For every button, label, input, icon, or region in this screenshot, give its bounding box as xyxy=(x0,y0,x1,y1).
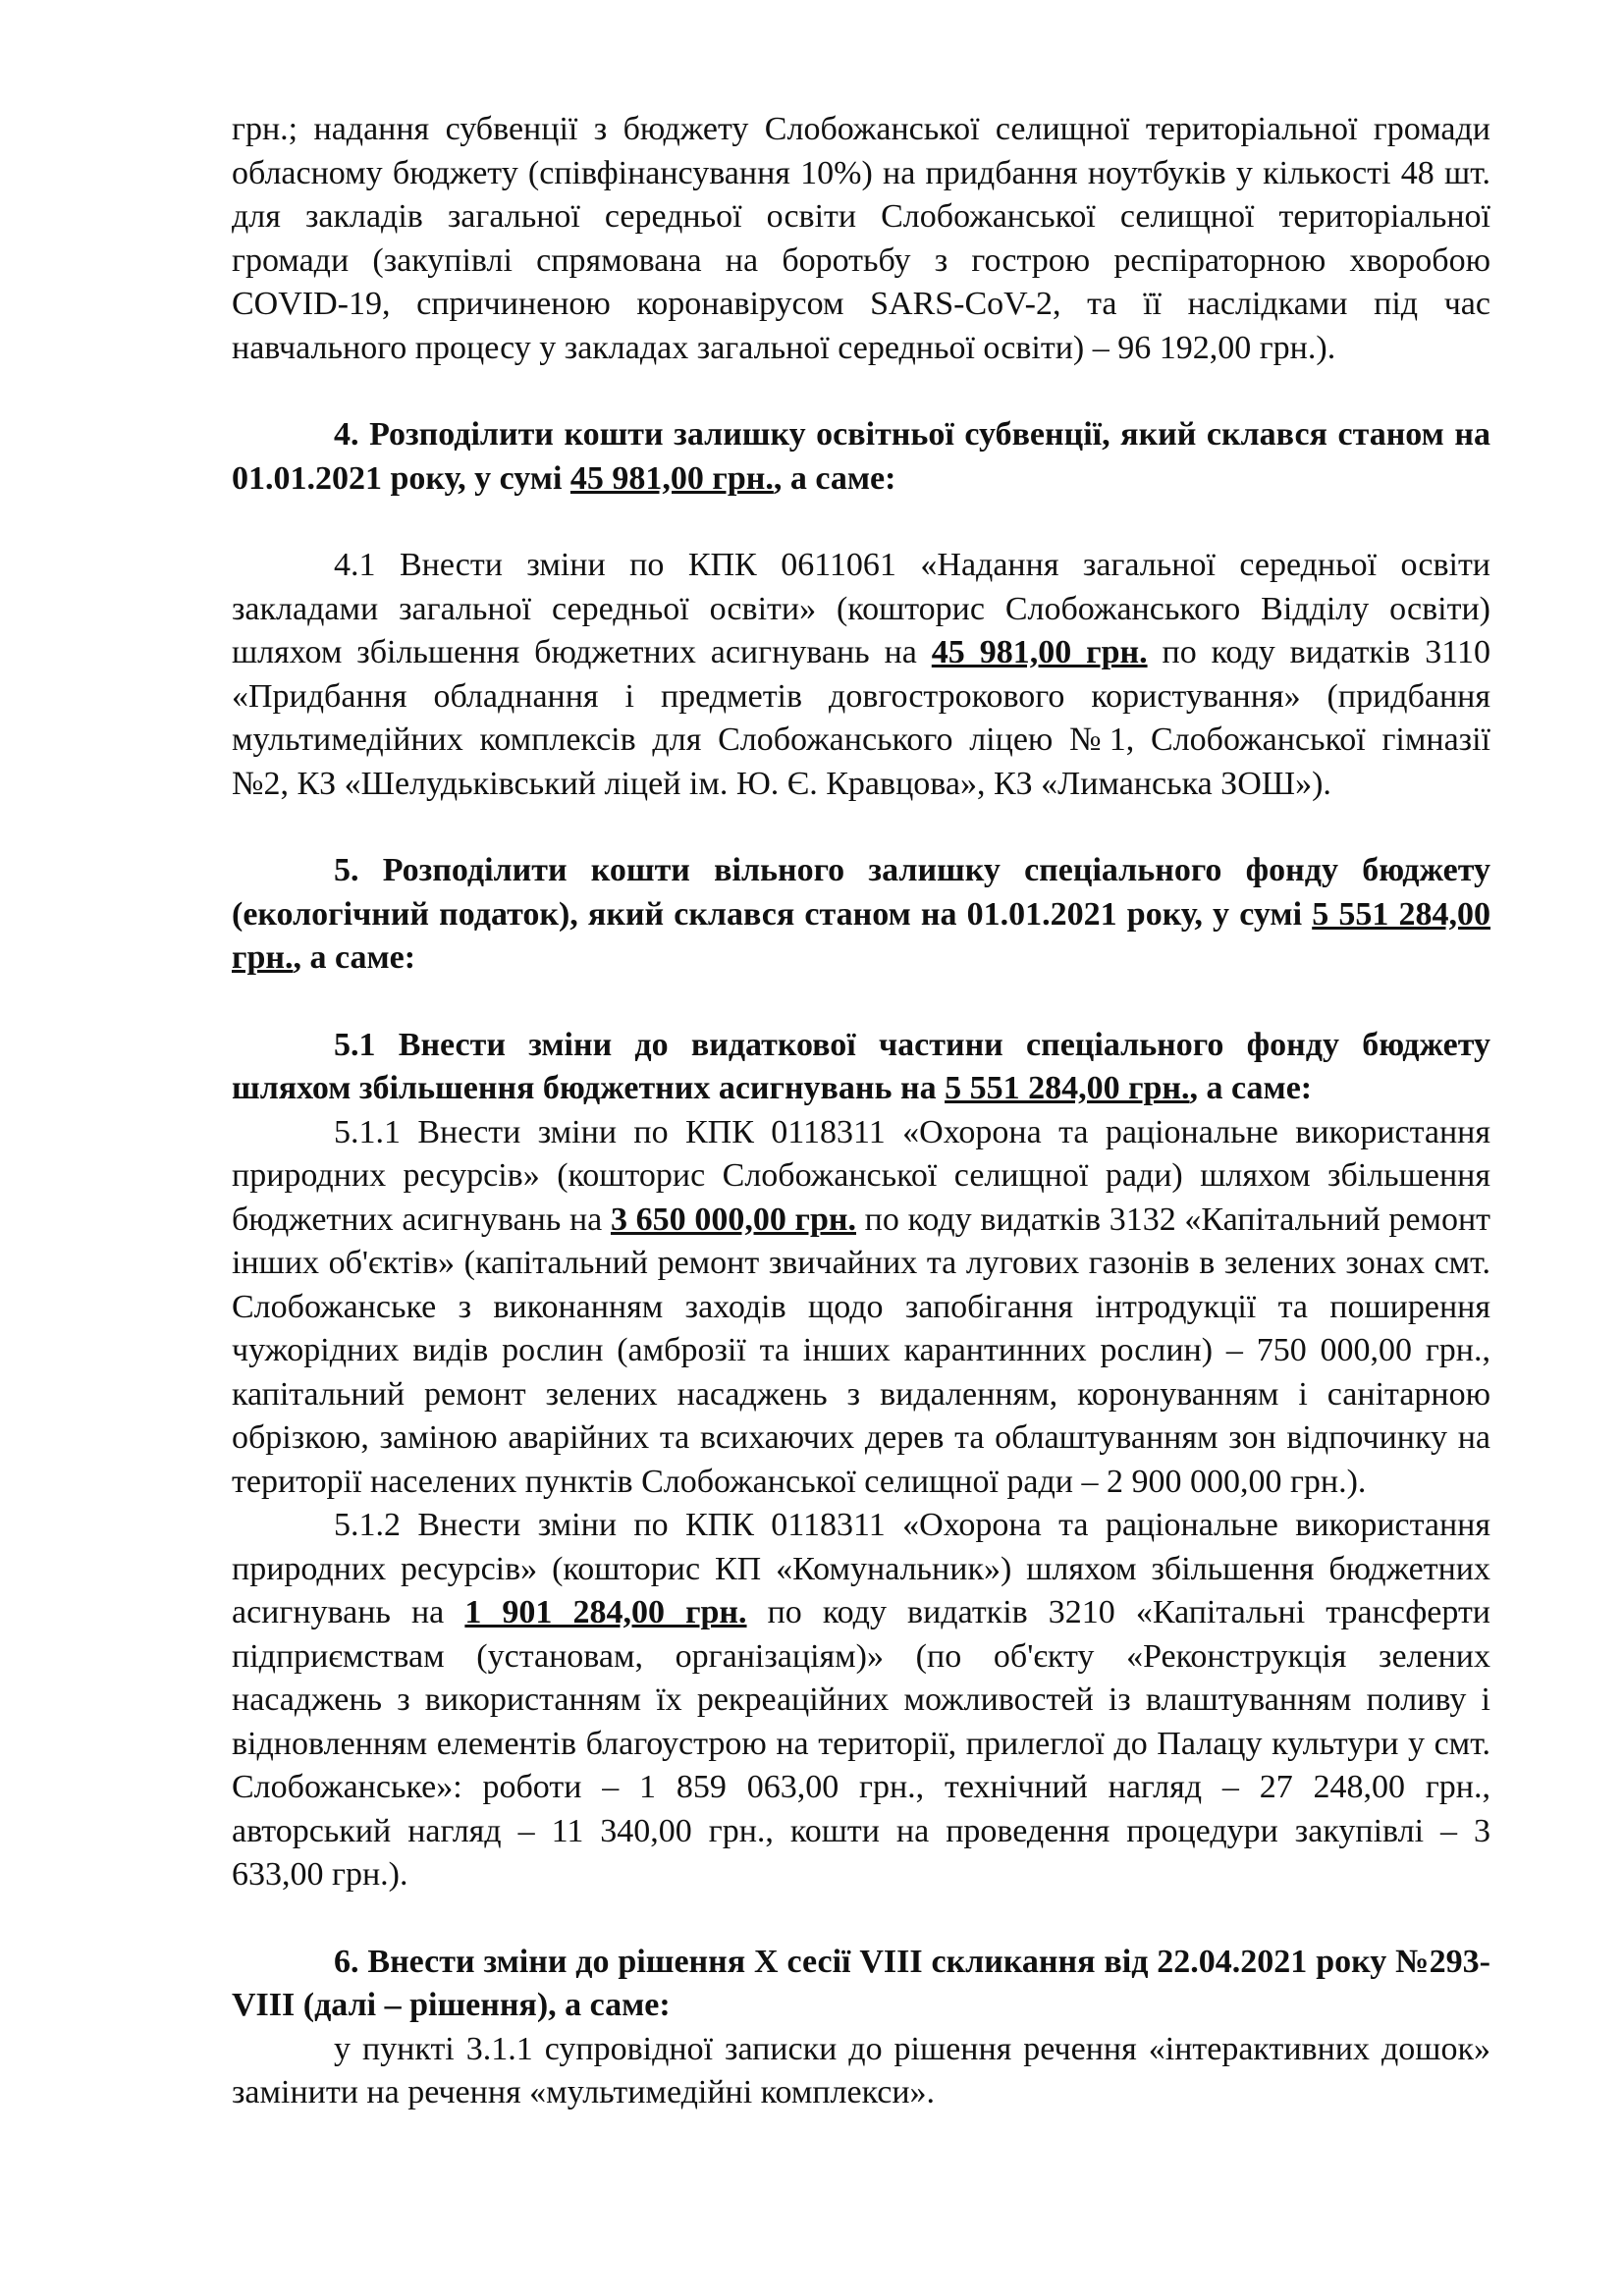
section-5-1-text-b: , а саме: xyxy=(1189,1070,1313,1106)
section-6-body xyxy=(232,2028,1490,2115)
section-5-1-2-text-b: по коду видатків 3210 «Капітальні трансферти підприємствам (установам, організаціям)» (по об'єкту «Реконструкція зелених насаджень з використанням їх рекреаційних можливостей із влаштуванням поливу і відновленням елементів благоустрою на території, прилеглої до Палацу культури у смт. Слобожанське»: роботи – 1 859 063,00 грн., технічний нагляд – 27 248,00 грн., авторський нагляд – 11 340,00 грн., кошти на проведення процедури закупівлі – 3 633,00 грн.). xyxy=(232,1594,1490,1893)
section-4-1-amount: 45 981,00 грн. xyxy=(931,634,1148,670)
section-6-heading xyxy=(232,1941,1490,2028)
section-4-1-text-b: по коду видатків 3110 «Придбання обладнання і предметів довгострокового користування» (придбання мультимедійних комплексів для Слобожанського ліцею №1, Слобожанської гімназії №2, КЗ «Шелудьківський ліцей ім. Ю. Є. Кравцова», КЗ «Лиманська ЗОШ»). xyxy=(232,634,1490,802)
document-page xyxy=(232,108,1490,2115)
section-5-amount: 5 551 284,00 грн. xyxy=(232,895,1491,976)
section-4-text-a: 4. Розподілити кошти залишку освітньої субвенції, який склався станом на 01.01.2021 року, у сумі xyxy=(232,416,1490,497)
intro-text: грн.; надання субвенції з бюджету Слобожанської селищної територіальної громади обласному бюджету (співфінансування 10%) на придбання ноутбуків у кількості 48 шт. для закладів загальної середньої освіти Слобожанської селищної територіальної громади (закупівлі спрямована на боротьбу з гострою респіраторною хворобою COVID-19, спричиненою коронавірусом SARS-CoV-2, та її наслідками під час навчального процесу у закладах загальної середньої освіти) – 96 192,00 грн.). xyxy=(232,111,1490,366)
section-4-1-text-a: 4.1 Внести зміни по КПК 0611061 «Надання загальної середньої освіти закладами загальної середньої освіти» (кошторис Слобожанського Відділу освіти) шляхом збільшення бюджетних асигнувань на xyxy=(232,547,1490,670)
section-5-1-amount: 5 551 284,00 грн. xyxy=(945,1070,1190,1106)
section-6-heading-text: 6. Внести зміни до рішення Х сесії VIII скликання від 22.04.2021 року №293-VIII (далі – рішення), а саме: xyxy=(232,1943,1490,2023)
section-5-text-b: , а саме: xyxy=(293,939,416,976)
section-4-text-b: , а саме: xyxy=(773,459,896,497)
section-5-1-1-amount: 3 650 000,00 грн. xyxy=(610,1201,856,1238)
section-5-1-2-text-a: 5.1.2 Внести зміни по КПК 0118311 «Охорона та раціональне використання природних ресурсів» (кошторис КП «Комунальник») шляхом збільшення бюджетних асигнувань на xyxy=(232,1507,1490,1630)
section-4-heading xyxy=(232,413,1490,501)
section-5-1-2-paragraph xyxy=(232,1504,1490,1897)
section-5-1-1-text-b: по коду видатків 3132 «Капітальний ремонт інших об'єктів» (капітальний ремонт звичайних та лугових газонів в зелених зонах смт. Слобожанське з виконанням заходів щодо запобігання інтродукції та поширення чужорідних видів рослин (амброзії та інших карантинних рослин) – 750 000,00 грн., капітальний ремонт зелених насаджень з видаленням, коронуванням і санітарною обрізкою, заміною аварійних та всихаючих дерев та облаштуванням зон відпочинку на території населених пунктів Слобожанської селищної ради – 2 900 000,00 грн.). xyxy=(232,1201,1490,1500)
section-5-1-2-amount: 1 901 284,00 грн. xyxy=(464,1594,747,1630)
section-5-1-heading xyxy=(232,1024,1490,1111)
section-4-amount: 45 981,00 грн. xyxy=(569,459,774,497)
section-4-1-paragraph xyxy=(232,544,1490,806)
section-5-text-a: 5. Розподілити кошти вільного залишку спеціального фонду бюджету (екологічний податок), який склався станом на 01.01.2021 року, у сумі xyxy=(232,852,1490,933)
section-5-1-text-a: 5.1 Внести зміни до видаткової частини спеціального фонду бюджету шляхом збільшення бюджетних асигнувань на xyxy=(232,1026,1490,1106)
intro-paragraph xyxy=(232,108,1490,370)
section-6-body-text: у пункті 3.1.1 супровідної записки до рішення речення «інтерактивних дошок» замінити на речення «мультимедійні комплекси». xyxy=(232,2030,1490,2110)
section-5-heading xyxy=(232,849,1490,981)
section-5-1-1-text-a: 5.1.1 Внести зміни по КПК 0118311 «Охорона та раціональне використання природних ресурсів» (кошторис Слобожанської селищної ради) шляхом збільшення бюджетних асигнувань на xyxy=(232,1113,1490,1238)
section-5-1-1-paragraph xyxy=(232,1111,1490,1505)
